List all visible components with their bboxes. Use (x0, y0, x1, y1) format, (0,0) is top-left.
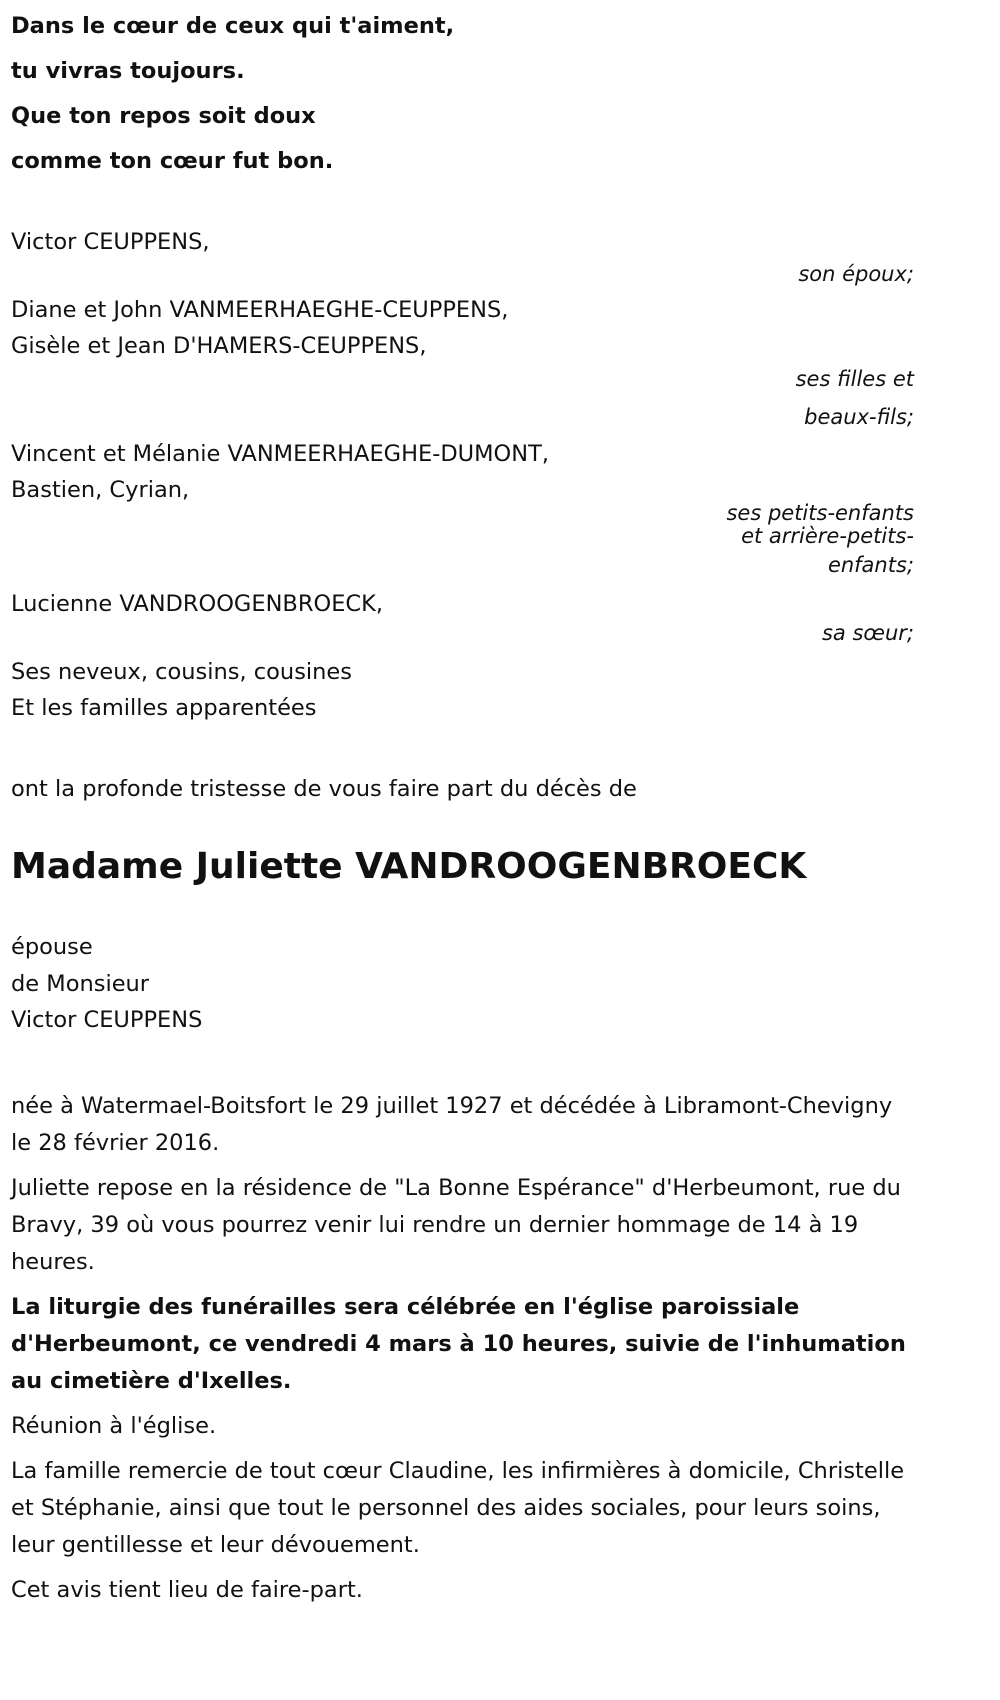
family-group-daughters (11, 292, 914, 436)
poem-line: tu vivras toujours. (11, 58, 245, 84)
spouse-line: de Monsieur (11, 970, 150, 997)
relation-label (11, 502, 914, 584)
deceased-name: Madame Juliette VANDROOGENBROECK (11, 846, 807, 887)
family-group-spouse (11, 224, 914, 292)
birth-death-paragraph: née à Watermael-Boitsfort le 29 juillet 1927 et décédée à Libramont-Chevigny le 28 février 2016. (11, 1092, 893, 1156)
relation-line: et arrière-petits- (741, 524, 914, 548)
announcement: ont la profonde tristesse de vous faire part du décès de (11, 776, 637, 802)
relation-label: son époux; (798, 262, 914, 286)
family-name: Victor CEUPPENS, (11, 229, 210, 255)
family-group-relatives (11, 654, 914, 726)
relation-label (11, 360, 914, 436)
family-name: Bastien, Cyrian, (11, 477, 190, 503)
poem-line: Dans le cœur de ceux qui t'aiment, (11, 13, 455, 39)
spouse-line: épouse (11, 934, 93, 960)
family-name: Diane et John VANMEERHAEGHE-CEUPPENS, (11, 297, 509, 323)
meeting-paragraph: Réunion à l'église. (11, 1412, 217, 1439)
family-name: Vincent et Mélanie VANMEERHAEGHE-DUMONT, (11, 441, 549, 467)
family-group-sister (11, 586, 914, 648)
family-group-grandchildren (11, 436, 914, 584)
obituary-notice (11, 0, 914, 1609)
poem (11, 0, 914, 184)
family-name: Ses neveux, cousins, cousines (11, 659, 352, 685)
family-name: Lucienne VANDROOGENBROECK, (11, 591, 384, 617)
relation-label: sa sœur; (821, 621, 914, 645)
poem-line: comme ton cœur fut bon. (11, 148, 334, 174)
relation-line: enfants; (827, 553, 914, 577)
relation-line: beaux-fils; (804, 405, 914, 429)
relation-line: ses petits-enfants (726, 501, 914, 525)
relation-line: ses filles et (795, 367, 914, 391)
notice-paragraph: Cet avis tient lieu de faire-part. (11, 1576, 363, 1603)
visitation-paragraph: Juliette repose en la résidence de "La Bonne Espérance" d'Herbeumont, rue du Bravy, 39 où vous pourrez venir lui rendre un dernier hommage de 14 à 19 heures. (11, 1174, 901, 1275)
funeral-paragraph: La liturgie des funérailles sera célébrée en l'église paroissiale d'Herbeumont, ce vendredi 4 mars à 10 heures, suivie de l'inhumation au cimetière d'Ixelles. (11, 1293, 906, 1394)
spouse-line: Victor CEUPPENS (11, 1007, 203, 1033)
family-name: Et les familles apparentées (11, 695, 317, 721)
spouse-block (11, 929, 914, 1039)
family-name: Gisèle et Jean D'HAMERS-CEUPPENS, (11, 333, 427, 359)
thanks-paragraph: La famille remercie de tout cœur Claudine, les infirmières à domicile, Christelle et Stéphanie, ainsi que tout le personnel des aides sociales, pour leurs soins, leur gentillesse et leur dévouement. (11, 1457, 905, 1558)
poem-line: Que ton repos soit doux (11, 103, 316, 129)
family-list (11, 224, 914, 726)
